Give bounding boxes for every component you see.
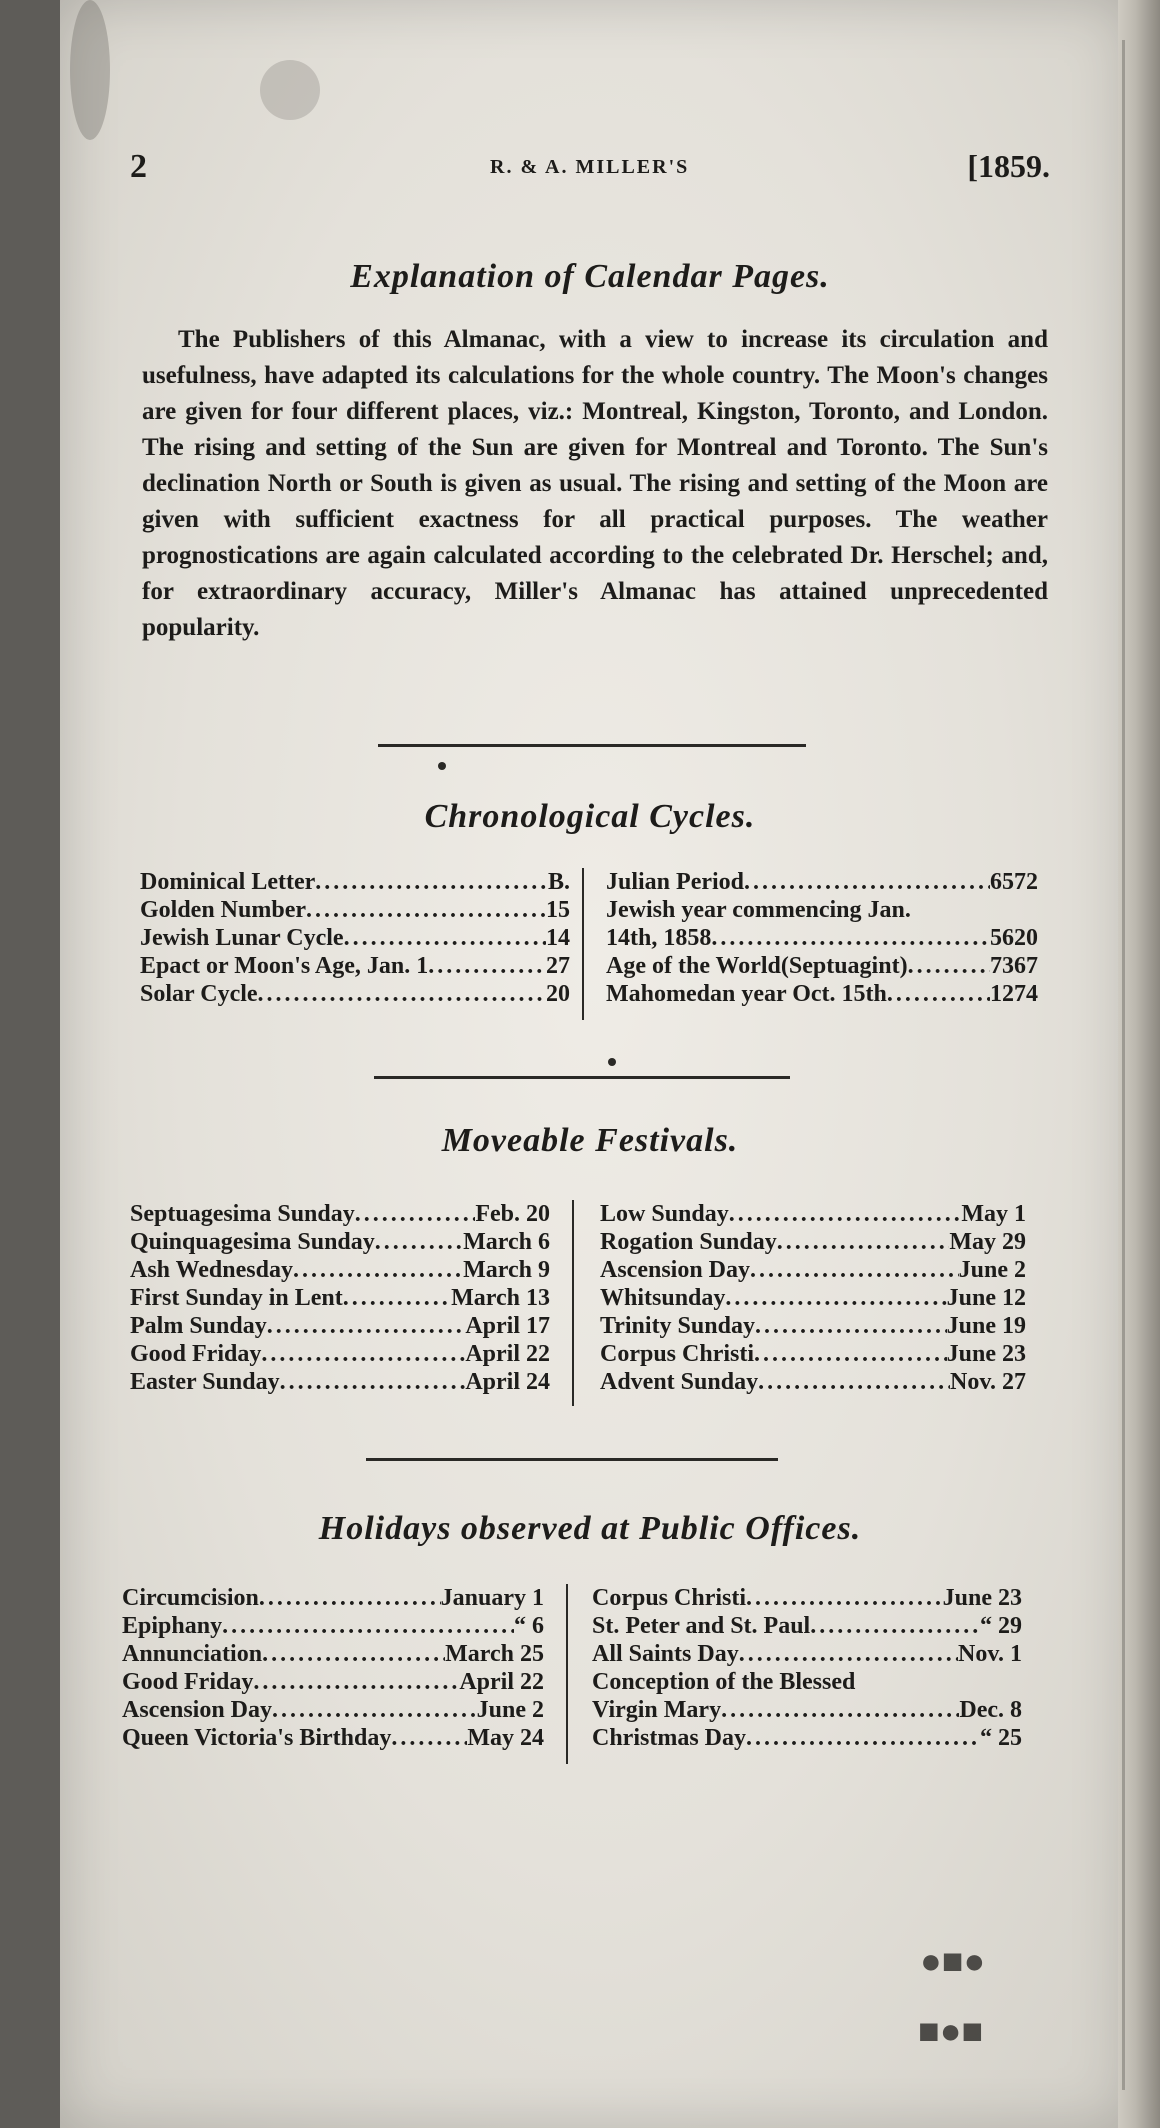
table-row [122, 1584, 544, 1612]
entry-value: May 24 [467, 1725, 544, 1751]
leader-dots [908, 952, 990, 980]
leader-dots [746, 1584, 943, 1612]
leader-dots [262, 1640, 445, 1668]
entry-value: June 12 [946, 1285, 1026, 1311]
leader-dots [261, 1340, 465, 1368]
table-row [606, 952, 1038, 980]
entry-value: Nov. 1 [957, 1641, 1022, 1667]
leader-dots [267, 1312, 466, 1340]
divider-dot [608, 1058, 616, 1066]
entry-name: Epiphany [122, 1613, 223, 1639]
entry-value: April 22 [459, 1669, 544, 1695]
entry-value: 6572 [990, 869, 1038, 895]
leader-dots [306, 896, 546, 924]
leader-dots [750, 1256, 959, 1284]
table-row [140, 980, 570, 1008]
leader-dots [258, 980, 546, 1008]
entry-name: Good Friday [122, 1669, 254, 1695]
table-row [140, 924, 570, 952]
leader-dots [887, 980, 990, 1008]
entry-value: 7367 [990, 953, 1038, 979]
entry-name: Corpus Christi [600, 1341, 755, 1367]
entry-name: Queen Victoria's Birthday [122, 1725, 392, 1751]
entry-name: Rogation Sunday [600, 1229, 777, 1255]
leader-dots [739, 1640, 958, 1668]
page-edge-line [1122, 40, 1125, 2090]
leader-dots [253, 1668, 459, 1696]
chronological-left-column [140, 868, 570, 1008]
running-head [130, 148, 1050, 188]
entry-name: Golden Number [140, 897, 307, 923]
almanac-page [60, 0, 1130, 2128]
entry-name: Septuagesima Sunday [130, 1201, 355, 1227]
entry-name: Corpus Christi [592, 1585, 747, 1611]
leader-dots [725, 1284, 946, 1312]
entry-name: Virgin Mary [592, 1697, 722, 1723]
entry-value: April 22 [465, 1341, 550, 1367]
entry-value: March 25 [445, 1641, 544, 1667]
entry-name: Mahomedan year Oct. 15th [606, 981, 887, 1007]
entry-value: 5620 [990, 925, 1038, 951]
table-row [606, 980, 1038, 1008]
entry-value: May 1 [961, 1201, 1026, 1227]
entry-value: May 29 [949, 1229, 1026, 1255]
entry-name: Jewish Lunar Cycle [140, 925, 344, 951]
holidays-right-column [592, 1584, 1022, 1752]
table-row [592, 1640, 1022, 1668]
leader-dots [744, 868, 990, 896]
entry-value: “ 6 [514, 1613, 544, 1639]
table-row [592, 1612, 1022, 1640]
ink-blot: ●■● [920, 1941, 986, 1981]
entry-value: March 6 [463, 1229, 550, 1255]
entry-value: March 13 [451, 1285, 550, 1311]
leader-dots [755, 1312, 947, 1340]
leader-dots [810, 1612, 980, 1640]
table-row [600, 1200, 1026, 1228]
table-row [592, 1668, 1022, 1696]
entry-value: 14 [546, 925, 570, 951]
leader-dots [721, 1696, 959, 1724]
stain [70, 0, 110, 140]
entry-value: Nov. 27 [949, 1369, 1026, 1395]
table-row [130, 1200, 550, 1228]
holidays-left-column [122, 1584, 544, 1752]
leader-dots [375, 1228, 463, 1256]
holidays-title: Holidays observed at Public Offices. [318, 1510, 862, 1547]
explanation-title: Explanation of Calendar Pages. [350, 258, 830, 295]
stain [260, 60, 320, 120]
divider [378, 744, 806, 747]
leader-dots [729, 1200, 962, 1228]
chronological-table [140, 868, 1040, 1028]
leader-dots [259, 1584, 441, 1612]
entry-name: Dominical Letter [140, 869, 316, 895]
divider [366, 1458, 778, 1461]
entry-name: Age of the World(Septuagint) [606, 953, 908, 979]
entry-name: Ascension Day [600, 1257, 751, 1283]
entry-value: “ 29 [980, 1613, 1022, 1639]
leader-dots [272, 1696, 477, 1724]
table-row [140, 868, 570, 896]
entry-name: Julian Period [606, 869, 745, 895]
page-number: 2 [130, 148, 147, 185]
table-row [606, 924, 1038, 952]
table-row [606, 896, 1038, 924]
chronological-right-column [606, 868, 1038, 1008]
entry-value: 1274 [990, 981, 1038, 1007]
entry-name: All Saints Day [592, 1641, 739, 1667]
leader-dots [746, 1724, 980, 1752]
entry-name: Advent Sunday [600, 1369, 759, 1395]
divider-dot [438, 762, 446, 770]
table-row [592, 1696, 1022, 1724]
year: [1859. [967, 148, 1050, 184]
entry-name: Annunciation [122, 1641, 263, 1667]
leader-dots [222, 1612, 514, 1640]
entry-value: June 2 [476, 1697, 544, 1723]
entry-value: Feb. 20 [475, 1201, 550, 1227]
festivals-title: Moveable Festivals. [441, 1122, 739, 1159]
leader-dots [428, 952, 546, 980]
entry-name: Circumcision [122, 1585, 259, 1611]
explanation-text: The Publishers of this Almanac, with a view to increase its circulation and usefulness, have adapted its calculations for the whole country. The Moon's changes are given for four different places, viz.: Montreal, Kingston, Toronto, and London. The rising and setting of the Sun are given for Montreal and Toronto. The Sun's declination North or South is given as usual. The rising and setting of the Moon are given with sufficient exactness for all practical purposes. The weather prognostications are again calculated according to the celebrated Dr. Herschel; and, for extraordinary accuracy, Miller's Almanac has attained unprecedented popularity. [142, 326, 1048, 641]
table-row [600, 1368, 1026, 1396]
entry-name: Trinity Sunday [600, 1313, 755, 1339]
entry-value: B. [547, 869, 570, 895]
entry-value: June 23 [946, 1341, 1026, 1367]
leader-dots [344, 924, 546, 952]
chronological-title: Chronological Cycles. [424, 798, 756, 835]
entry-value: “ 25 [980, 1725, 1022, 1751]
table-row [130, 1284, 550, 1312]
table-row [600, 1256, 1026, 1284]
table-row [592, 1584, 1022, 1612]
entry-name: Whitsunday [600, 1285, 726, 1311]
table-row [130, 1228, 550, 1256]
entry-name: Christmas Day [592, 1725, 746, 1751]
table-row [122, 1696, 544, 1724]
entry-value: April 24 [465, 1369, 550, 1395]
holidays-table [122, 1584, 1022, 1768]
entry-name: Jewish year commencing Jan. [606, 897, 911, 923]
leader-dots [391, 1724, 467, 1752]
leader-dots [280, 1368, 466, 1396]
entry-value: 27 [546, 953, 570, 979]
publisher-name: R. & A. MILLER'S [490, 156, 690, 178]
entry-name: Easter Sunday [130, 1369, 280, 1395]
divider [374, 1076, 790, 1079]
column-divider [572, 1200, 574, 1406]
table-row [130, 1368, 550, 1396]
column-divider [582, 868, 584, 1020]
entry-name: Solar Cycle [140, 981, 258, 1007]
table-row [130, 1256, 550, 1284]
leader-dots [293, 1256, 463, 1284]
leader-dots [711, 924, 990, 952]
leader-dots [758, 1368, 950, 1396]
table-row [130, 1312, 550, 1340]
leader-dots [315, 868, 548, 896]
table-row [600, 1312, 1026, 1340]
table-row [140, 896, 570, 924]
entry-value: Dec. 8 [959, 1697, 1022, 1723]
entry-value: April 17 [465, 1313, 550, 1339]
entry-value: June 23 [942, 1585, 1022, 1611]
leader-dots [343, 1284, 451, 1312]
entry-name: Low Sunday [600, 1201, 729, 1227]
leader-dots [777, 1228, 950, 1256]
table-row [122, 1724, 544, 1752]
leader-dots [754, 1340, 947, 1368]
entry-value: March 9 [463, 1257, 550, 1283]
table-row [122, 1640, 544, 1668]
festivals-table [130, 1200, 1026, 1410]
table-row [606, 868, 1038, 896]
table-row [140, 952, 570, 980]
entry-value: January 1 [440, 1585, 544, 1611]
entry-name: Conception of the Blessed [592, 1669, 856, 1695]
table-row [600, 1340, 1026, 1368]
table-row [122, 1612, 544, 1640]
festivals-right-column [600, 1200, 1026, 1396]
ink-blot: ■●■ [918, 2011, 984, 2051]
table-row [122, 1668, 544, 1696]
table-row [130, 1340, 550, 1368]
entry-name: First Sunday in Lent [130, 1285, 343, 1311]
festivals-left-column [130, 1200, 550, 1396]
entry-value: 20 [546, 981, 570, 1007]
table-row [600, 1284, 1026, 1312]
entry-name: Palm Sunday [130, 1313, 267, 1339]
entry-name: Good Friday [130, 1341, 262, 1367]
entry-name: St. Peter and St. Paul [592, 1613, 811, 1639]
table-row [592, 1724, 1022, 1752]
entry-name: Quinquagesima Sunday [130, 1229, 375, 1255]
entry-name: Ash Wednesday [130, 1257, 293, 1283]
entry-value: 15 [546, 897, 570, 923]
column-divider [566, 1584, 568, 1764]
entry-name: Epact or Moon's Age, Jan. 1 [140, 953, 429, 979]
entry-value: June 19 [946, 1313, 1026, 1339]
entry-value: June 2 [958, 1257, 1026, 1283]
entry-name: Ascension Day [122, 1697, 273, 1723]
leader-dots [355, 1200, 476, 1228]
table-row [600, 1228, 1026, 1256]
entry-name: 14th, 1858 [606, 925, 712, 951]
